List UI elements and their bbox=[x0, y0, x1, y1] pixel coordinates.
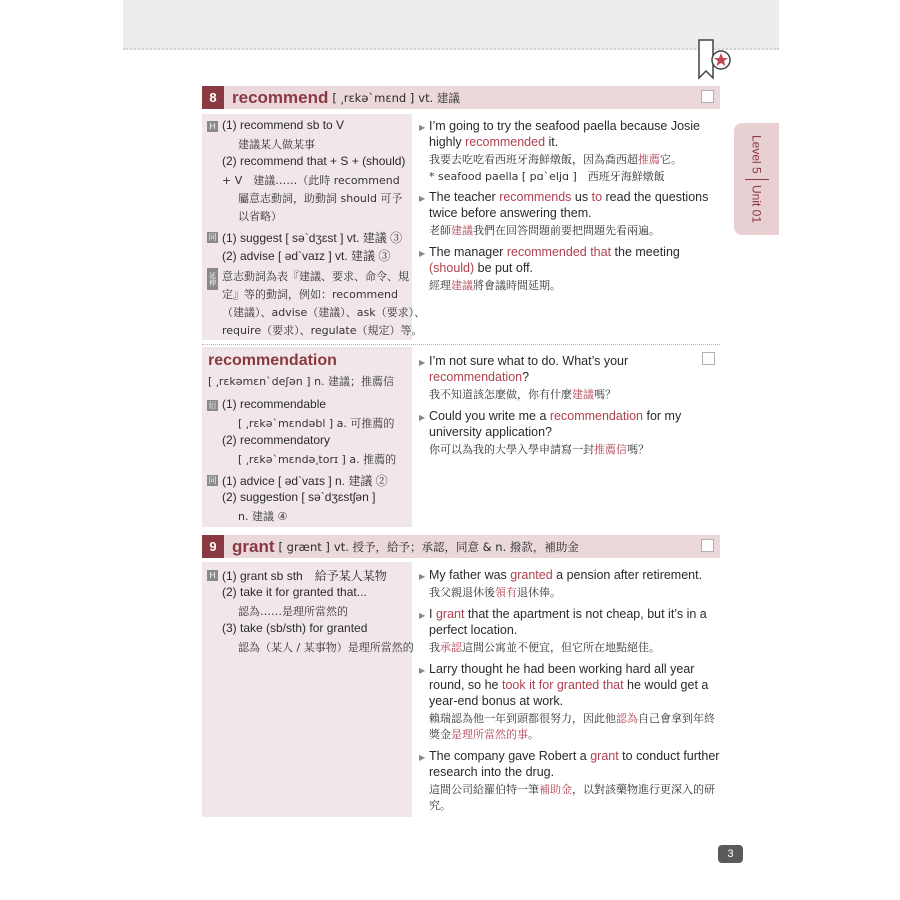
usage-line: (1) recommend sb to V bbox=[222, 118, 345, 132]
unit-label: Unit 01 bbox=[749, 184, 764, 223]
usage-zh: 認為（某人 / 某事物）是理所當然的 bbox=[238, 641, 414, 654]
level-unit-tab[interactable] bbox=[734, 123, 779, 235]
phonetic: [ grænt ] bbox=[278, 539, 330, 554]
divider bbox=[202, 344, 720, 345]
entry-header-grant bbox=[202, 535, 720, 558]
top-decorative-band bbox=[123, 0, 779, 50]
synonym-line: (2) advise [ əd`vaɪz ] vt. 建議 ③ bbox=[222, 249, 391, 263]
example-en: I’m going to try the seafood paella because Josie bbox=[429, 119, 701, 133]
extension-line: （建議）、advise（建議）、ask（要求）、 bbox=[222, 306, 426, 319]
example-en: I grant that the apartment is not cheap, but it’s in a bbox=[429, 607, 707, 621]
definition: vt. 授予，給予；承認，同意 & n. 撥款，補助金 bbox=[333, 539, 579, 554]
derivative-line: [ ͵rɛkə`mɛndəbl ] a. 可推薦的 bbox=[238, 417, 395, 430]
usage-line: (2) take it for granted that... bbox=[222, 585, 367, 599]
derivative-line: [ ͵rɛkə`mɛndə͵torɪ ] a. 推薦的 bbox=[238, 453, 397, 466]
example-en: research into the drug. bbox=[429, 765, 555, 779]
bullet-icon: ▶ bbox=[419, 358, 426, 367]
example-zh: 我承認這間公寓並不便宜，但它所在地點絕佳。 bbox=[429, 641, 660, 654]
extension-line: 意志動詞為表『建議、要求、命令、規 bbox=[222, 270, 409, 283]
phonetic: [ ͵rɛkə`mɛnd ] bbox=[332, 90, 415, 105]
usage-line: (3) take (sb/sth) for granted bbox=[222, 621, 368, 635]
headword: recommendation bbox=[208, 352, 337, 369]
example-en: year-end bonus at work. bbox=[429, 694, 564, 708]
example-note: * seafood paella [ pɑ`eljɑ ] 西班牙海鮮燉飯 bbox=[429, 170, 665, 183]
usage-line: (1) grant sb sth 給予某人某物 bbox=[222, 569, 387, 583]
bullet-icon: ▶ bbox=[419, 611, 426, 620]
phrase-tag-icon: H bbox=[207, 570, 218, 581]
headword: recommend bbox=[232, 87, 329, 107]
synonym-line: (1) advice [ əd`vaɪs ] n. 建議 ② bbox=[222, 474, 388, 488]
example-en: perfect location. bbox=[429, 623, 518, 637]
example-zh: 我父親退休後領有退休俸。 bbox=[429, 586, 561, 599]
headword: grant bbox=[232, 536, 275, 556]
example-zh: 老師建議我們在回答問題前要把問題先看兩遍。 bbox=[429, 224, 660, 237]
example-en: round, so he took it for granted that he would get a bbox=[429, 678, 709, 692]
example-en: The teacher recommends us to read the questions bbox=[429, 190, 709, 204]
definition: vt. 建議 bbox=[418, 90, 460, 105]
usage-zh: 以省略） bbox=[238, 210, 282, 223]
example-en: The company gave Robert a grant to conduct further bbox=[429, 749, 720, 763]
study-checkbox[interactable] bbox=[702, 352, 715, 365]
synonym-line: (2) suggestion [ sə`dʒɛstʃən ] bbox=[222, 490, 376, 504]
example-en: I’m not sure what to do. What’s your bbox=[429, 354, 629, 368]
bookmark-star-icon bbox=[695, 38, 735, 84]
study-checkbox[interactable] bbox=[701, 90, 714, 103]
synonym-tag-icon: 同 bbox=[208, 233, 217, 242]
usage-zh: + V 建議……（此時 recommend bbox=[222, 174, 400, 187]
derivative-line: (2) recommendatory bbox=[222, 433, 331, 447]
example-en: highly recommended it. bbox=[429, 135, 559, 149]
usage-line: (2) recommend that + S + (should) bbox=[222, 154, 406, 168]
bullet-icon: ▶ bbox=[419, 413, 426, 422]
example-en: twice before answering them. bbox=[429, 206, 592, 220]
phonetic-definition: [ ͵rɛkəmɛn`deʃən ] n. 建議；推薦信 bbox=[208, 375, 395, 388]
bullet-icon: ▶ bbox=[419, 572, 426, 581]
extension-line: require（要求）、regulate（規定）等。 bbox=[222, 324, 423, 337]
derivative-tag-icon: 衍 bbox=[208, 401, 217, 410]
example-zh: 你可以為我的大學入學申請寫一封推薦信嗎？ bbox=[429, 443, 649, 456]
synonym-line: (1) suggest [ sə`dʒɛst ] vt. 建議 ③ bbox=[222, 231, 403, 245]
synonym-line: n. 建議 ④ bbox=[238, 510, 288, 523]
bullet-icon: ▶ bbox=[419, 753, 426, 762]
study-checkbox[interactable] bbox=[701, 539, 714, 552]
example-en: (should) be put off. bbox=[429, 261, 534, 275]
example-zh: 經理建議將會議時間延期。 bbox=[429, 279, 561, 292]
extension-line: 定』等的動詞，例如：recommend bbox=[222, 288, 398, 301]
bullet-icon: ▶ bbox=[419, 666, 426, 675]
extension-tag-icon: 延伸 bbox=[207, 268, 218, 290]
example-en: recommendation? bbox=[429, 370, 530, 384]
entry-number: 8 bbox=[202, 86, 224, 109]
usage-zh: 屬意志動詞，助動詞 should 可予 bbox=[238, 192, 403, 205]
example-zh: 這間公司給羅伯特一筆補助金，以對該藥物進行更深入的研 bbox=[429, 783, 715, 796]
example-en: Could you write me a recommendation for my bbox=[429, 409, 682, 423]
example-en: My father was granted a pension after retirement. bbox=[429, 568, 703, 582]
derivative-line: (1) recommendable bbox=[222, 397, 327, 411]
usage-zh: 建議某人做某事 bbox=[238, 138, 315, 151]
bullet-icon: ▶ bbox=[419, 249, 426, 258]
bullet-icon: ▶ bbox=[419, 194, 426, 203]
phrase-tag-icon: H bbox=[207, 121, 218, 132]
example-zh: 獎金是理所當然的事。 bbox=[429, 728, 539, 741]
entry-header-recommend bbox=[202, 86, 720, 109]
bullet-icon: ▶ bbox=[419, 123, 426, 132]
page-number: 3 bbox=[718, 845, 743, 863]
example-en: university application? bbox=[429, 425, 552, 439]
example-en: Larry thought he had been working hard all year bbox=[429, 662, 695, 676]
example-zh: 我要去吃吃看西班牙海鮮燉飯，因為喬西超推薦它。 bbox=[429, 153, 682, 166]
example-en: The manager recommended that the meeting bbox=[429, 245, 680, 259]
example-zh: 賴瑞認為他一年到頭都很努力，因此他認為自己會拿到年終 bbox=[429, 712, 715, 725]
example-zh: 我不知道該怎麼做，你有什麼建議嗎？ bbox=[429, 388, 616, 401]
usage-zh: 認為……是理所當然的 bbox=[238, 605, 348, 618]
level-label: Level 5 bbox=[749, 135, 764, 174]
example-zh: 究。 bbox=[429, 799, 451, 812]
synonym-tag-icon: 同 bbox=[208, 476, 217, 485]
usage-panel-grant bbox=[202, 562, 412, 817]
entry-number: 9 bbox=[202, 535, 224, 558]
